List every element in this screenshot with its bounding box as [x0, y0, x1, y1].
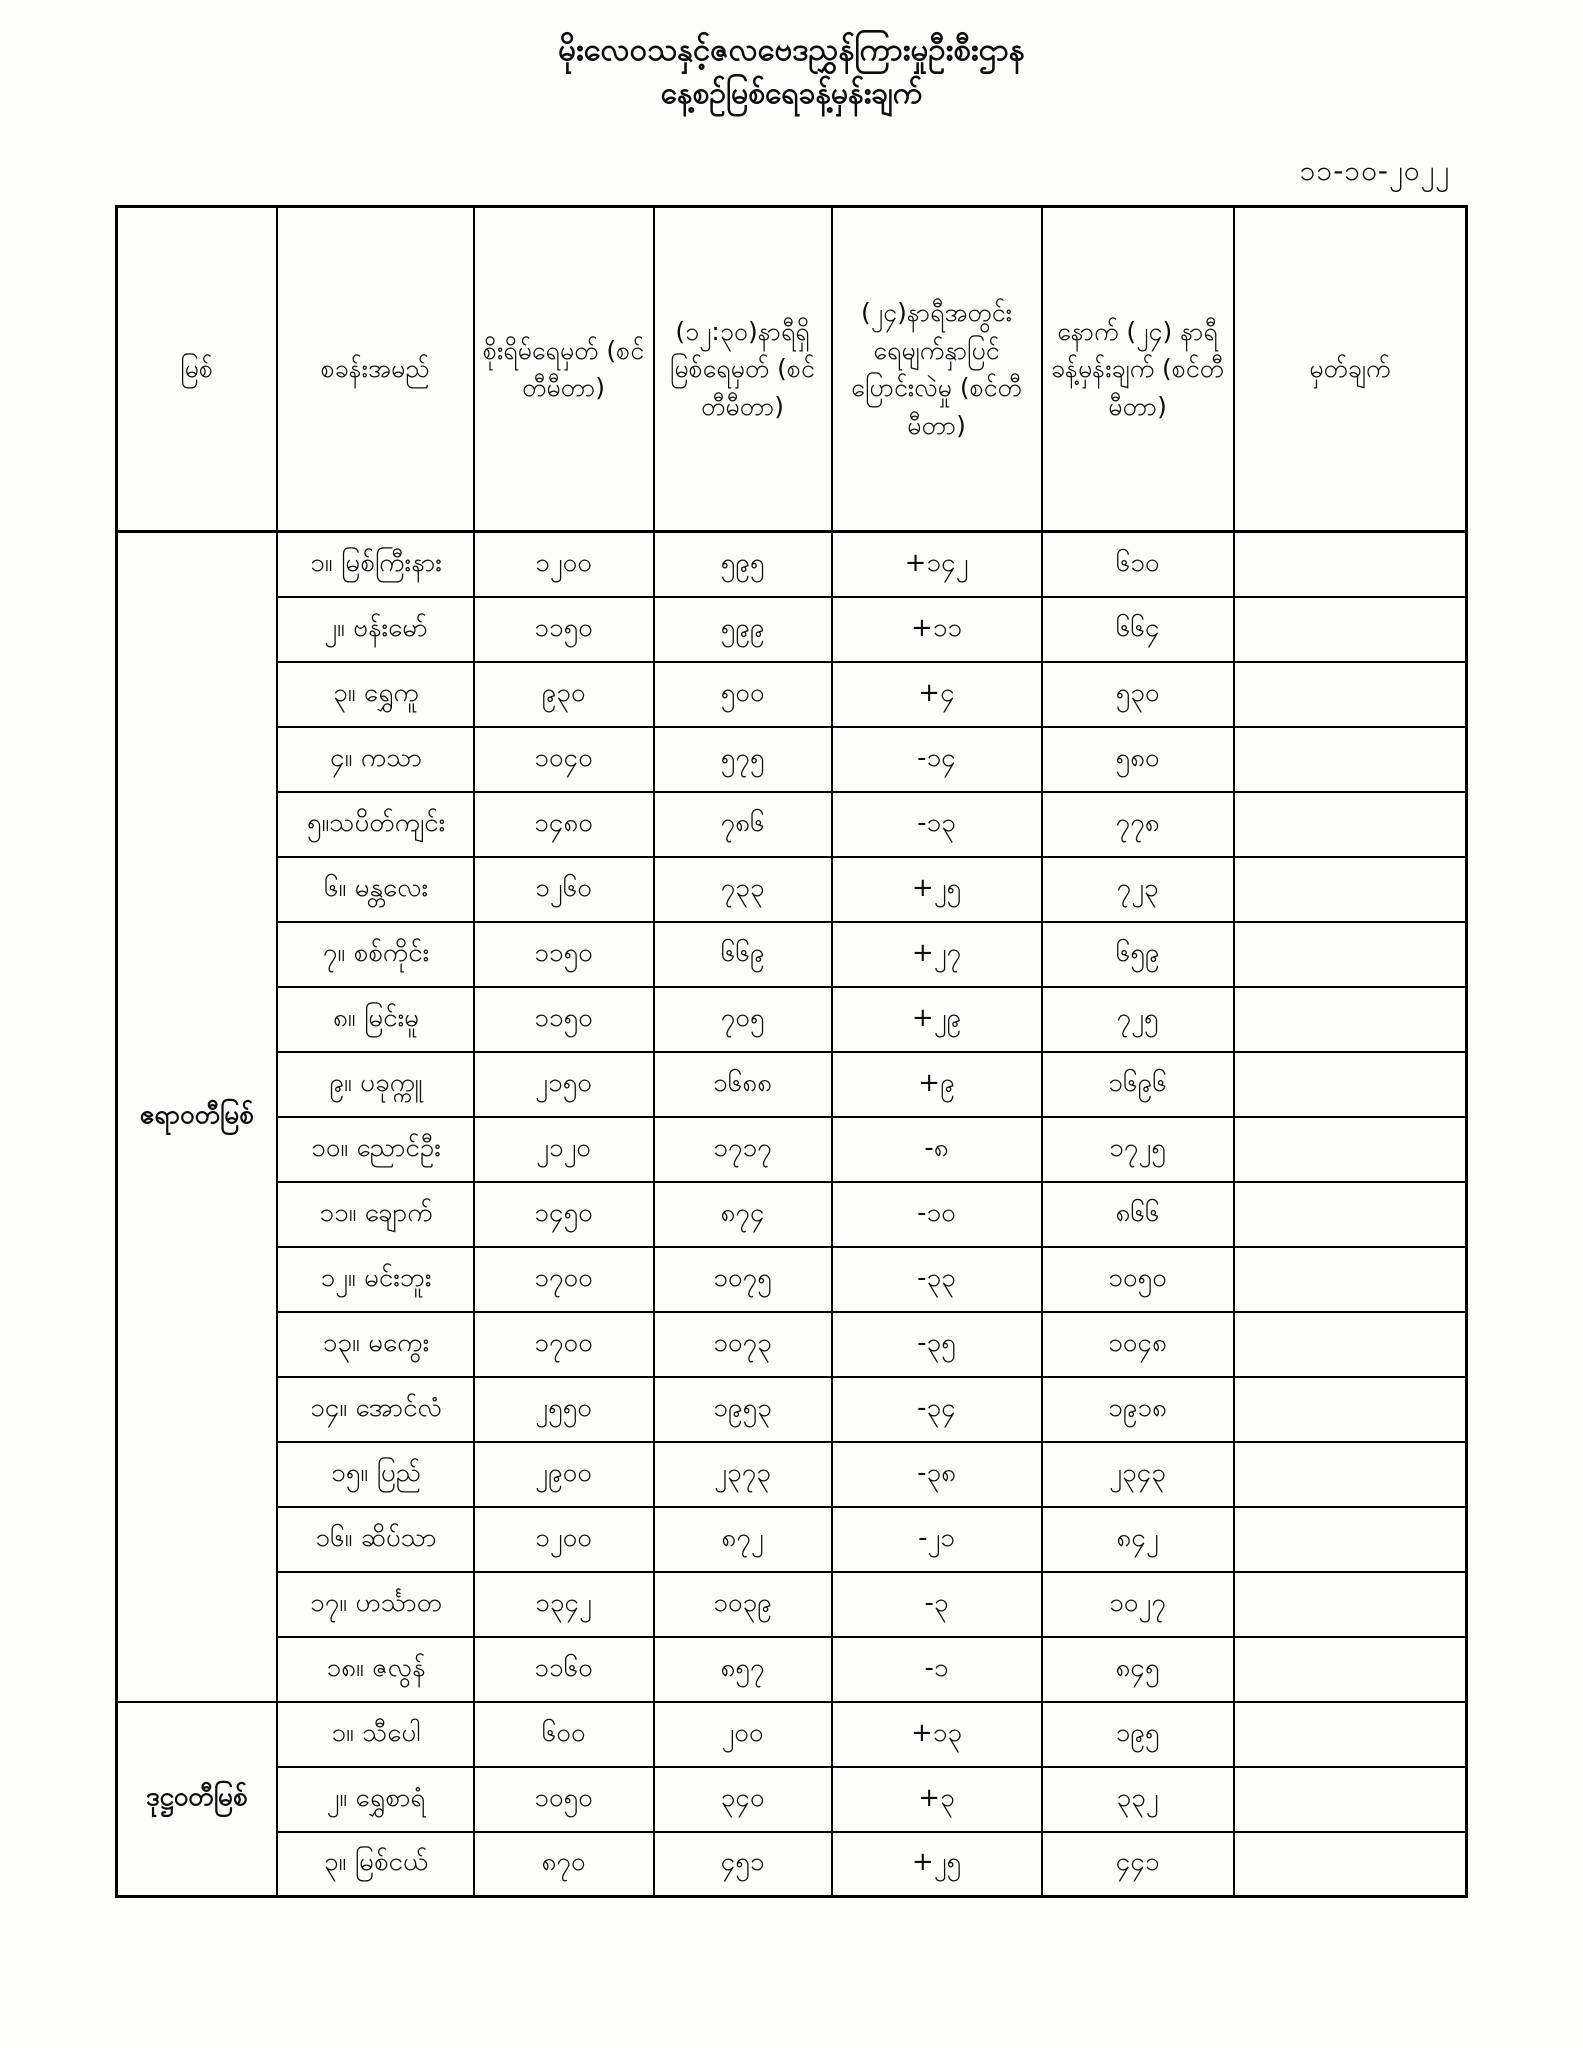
table-header-row	[117, 207, 1467, 532]
table-row	[117, 1507, 1467, 1572]
forecast-cell: ၁၉၅	[1042, 1702, 1234, 1767]
forecast-cell: ၁၀၄၈	[1042, 1312, 1234, 1377]
table-row	[117, 1637, 1467, 1702]
table-row	[117, 1832, 1467, 1897]
table-row	[117, 1312, 1467, 1377]
change-24h-cell: -၂၁	[832, 1507, 1042, 1572]
change-24h-cell: -၃၈	[832, 1442, 1042, 1507]
level-1230-cell: ၈၇၄	[654, 1182, 832, 1247]
danger-level-cell: ၆၀၀	[474, 1702, 654, 1767]
river-group-label: ဧရာဝတီမြစ်	[117, 532, 277, 1702]
change-24h-cell: +၄	[832, 662, 1042, 727]
level-1230-cell: ၁၉၅၃	[654, 1377, 832, 1442]
change-24h-cell: -၃၃	[832, 1247, 1042, 1312]
level-1230-cell: ၂၀၀	[654, 1702, 832, 1767]
forecast-cell: ၈၄၂	[1042, 1507, 1234, 1572]
station-cell: ၁၈။ ဇလွန်	[277, 1637, 474, 1702]
header-forecast-24h: နောက် (၂၄) နာရီ ခန့်မှန်းချက် (စင်တီမီတာ)	[1042, 207, 1234, 532]
forecast-cell: ၃၃၂	[1042, 1767, 1234, 1832]
change-24h-cell: -၁	[832, 1637, 1042, 1702]
header-station-name: စခန်းအမည်	[277, 207, 474, 532]
remark-cell	[1234, 857, 1467, 922]
table-row	[117, 857, 1467, 922]
level-1230-cell: ၇၀၅	[654, 987, 832, 1052]
remark-cell	[1234, 1832, 1467, 1897]
table-row	[117, 922, 1467, 987]
forecast-cell: ၂၃၄၃	[1042, 1442, 1234, 1507]
forecast-cell: ၇၇၈	[1042, 792, 1234, 857]
table-row	[117, 532, 1467, 597]
station-cell: ၁၃။ မကွေး	[277, 1312, 474, 1377]
header-change-24h: (၂၄)နာရီအတွင်း ရေမျက်နှာပြင် ပြောင်းလဲမှု (စင်တီမီတာ)	[832, 207, 1042, 532]
remark-cell	[1234, 1312, 1467, 1377]
remark-cell	[1234, 662, 1467, 727]
station-cell: ၁။ မြစ်ကြီးနား	[277, 532, 474, 597]
level-1230-cell: ၅၇၅	[654, 727, 832, 792]
forecast-cell: ၇၂၅	[1042, 987, 1234, 1052]
level-1230-cell: ၄၅၁	[654, 1832, 832, 1897]
station-cell: ၇။ စစ်ကိုင်း	[277, 922, 474, 987]
change-24h-cell: -၃၅	[832, 1312, 1042, 1377]
level-1230-cell: ၈၇၂	[654, 1507, 832, 1572]
remark-cell	[1234, 1442, 1467, 1507]
table-row	[117, 1117, 1467, 1182]
forecast-cell: ၁၉၁၈	[1042, 1377, 1234, 1442]
remark-cell	[1234, 532, 1467, 597]
table-row	[117, 597, 1467, 662]
table-row	[117, 1247, 1467, 1312]
level-1230-cell: ၅၉၅	[654, 532, 832, 597]
remark-cell	[1234, 1052, 1467, 1117]
forecast-cell: ၅၃၀	[1042, 662, 1234, 727]
remark-cell	[1234, 1702, 1467, 1767]
table-row	[117, 1182, 1467, 1247]
remark-cell	[1234, 597, 1467, 662]
forecast-cell: ၆၆၄	[1042, 597, 1234, 662]
remark-cell	[1234, 727, 1467, 792]
danger-level-cell: ၈၇၀	[474, 1832, 654, 1897]
change-24h-cell: -၁၃	[832, 792, 1042, 857]
level-1230-cell: ၁၀၃၉	[654, 1572, 832, 1637]
danger-level-cell: ၁၁၅၀	[474, 987, 654, 1052]
forecast-cell: ၁၀၅၀	[1042, 1247, 1234, 1312]
table-row	[117, 727, 1467, 792]
change-24h-cell: -၃	[832, 1572, 1042, 1637]
remark-cell	[1234, 1637, 1467, 1702]
station-cell: ၁၇။ ဟင်္သာတ	[277, 1572, 474, 1637]
danger-level-cell: ၉၃၀	[474, 662, 654, 727]
station-cell: ၁၄။ အောင်လံ	[277, 1377, 474, 1442]
remark-cell	[1234, 1182, 1467, 1247]
river-group-label: ဒုဋ္ဌဝတီမြစ်	[117, 1702, 277, 1897]
change-24h-cell: -၁၄	[832, 727, 1042, 792]
danger-level-cell: ၁၄၈၀	[474, 792, 654, 857]
change-24h-cell: +၁၄၂	[832, 532, 1042, 597]
forecast-cell: ၁၀၂၇	[1042, 1572, 1234, 1637]
level-1230-cell: ၅၀၀	[654, 662, 832, 727]
level-1230-cell: ၈၅၇	[654, 1637, 832, 1702]
remark-cell	[1234, 1247, 1467, 1312]
forecast-cell: ၄၄၁	[1042, 1832, 1234, 1897]
change-24h-cell: +၁၁	[832, 597, 1042, 662]
table-row	[117, 662, 1467, 727]
river-level-table	[115, 205, 1468, 1898]
danger-level-cell: ၂၁၅၀	[474, 1052, 654, 1117]
remark-cell	[1234, 1377, 1467, 1442]
level-1230-cell: ၃၄၀	[654, 1767, 832, 1832]
forecast-cell: ၈၄၅	[1042, 1637, 1234, 1702]
change-24h-cell: +၂၇	[832, 922, 1042, 987]
change-24h-cell: -၃၄	[832, 1377, 1042, 1442]
station-cell: ၂။ ရွှေစာရံ	[277, 1767, 474, 1832]
danger-level-cell: ၁၂၀၀	[474, 532, 654, 597]
report-date: ၁၁-၁၀-၂၀၂၂	[1299, 154, 1450, 187]
station-cell: ၂။ ဗန်းမော်	[277, 597, 474, 662]
level-1230-cell: ၇၈၆	[654, 792, 832, 857]
danger-level-cell: ၁၀၄၀	[474, 727, 654, 792]
danger-level-cell: ၂၁၂၀	[474, 1117, 654, 1182]
header-river: မြစ်	[117, 207, 277, 532]
table-row	[117, 1442, 1467, 1507]
station-cell: ၃။ ရွှေကူ	[277, 662, 474, 727]
danger-level-cell: ၂၉၀၀	[474, 1442, 654, 1507]
danger-level-cell: ၁၇၀၀	[474, 1312, 654, 1377]
table-row	[117, 1572, 1467, 1637]
department-title: မိုးလေဝသနှင့်ဇလဗေဒညွှန်ကြားမှုဦးစီးဌာန	[558, 32, 1025, 68]
level-1230-cell: ၁၆၈၈	[654, 1052, 832, 1117]
change-24h-cell: +၃	[832, 1767, 1042, 1832]
header-remark: မှတ်ချက်	[1234, 207, 1467, 532]
forecast-cell: ၆၁၀	[1042, 532, 1234, 597]
danger-level-cell: ၁၇၀၀	[474, 1247, 654, 1312]
forecast-cell: ၆၅၉	[1042, 922, 1234, 987]
station-cell: ၅။သပိတ်ကျင်း	[277, 792, 474, 857]
station-cell: ၁၀။ ညောင်ဦး	[277, 1117, 474, 1182]
station-cell: ၁၁။ ချောက်	[277, 1182, 474, 1247]
station-cell: ၉။ ပခုက္ကူ	[277, 1052, 474, 1117]
forecast-cell: ၈၆၆	[1042, 1182, 1234, 1247]
table-row	[117, 1052, 1467, 1117]
change-24h-cell: +၂၉	[832, 987, 1042, 1052]
remark-cell	[1234, 1507, 1467, 1572]
danger-level-cell: ၁၀၅၀	[474, 1767, 654, 1832]
table-row	[117, 1702, 1467, 1767]
level-1230-cell: ၁၀၇၅	[654, 1247, 832, 1312]
level-1230-cell: ၆၆၉	[654, 922, 832, 987]
station-cell: ၁၅။ ပြည်	[277, 1442, 474, 1507]
report-subtitle: နေ့စဉ်မြစ်ရေခန့်မှန်းချက်	[660, 75, 923, 111]
station-cell: ၈။ မြင်းမူ	[277, 987, 474, 1052]
level-1230-cell: ၂၃၇၃	[654, 1442, 832, 1507]
forecast-cell: ၇၂၃	[1042, 857, 1234, 922]
remark-cell	[1234, 1767, 1467, 1832]
forecast-cell: ၅၈၀	[1042, 727, 1234, 792]
danger-level-cell: ၁၃၄၂	[474, 1572, 654, 1637]
level-1230-cell: ၁၇၁၇	[654, 1117, 832, 1182]
change-24h-cell: +၁၃	[832, 1702, 1042, 1767]
remark-cell	[1234, 1572, 1467, 1637]
change-24h-cell: -၁၀	[832, 1182, 1042, 1247]
danger-level-cell: ၁၂၀၀	[474, 1507, 654, 1572]
station-cell: ၄။ ကသာ	[277, 727, 474, 792]
danger-level-cell: ၂၅၅၀	[474, 1377, 654, 1442]
header-danger-level: စိုးရိမ်ရေမှတ် (စင်တီမီတာ)	[474, 207, 654, 532]
station-cell: ၆။ မန္တလေး	[277, 857, 474, 922]
change-24h-cell: +၉	[832, 1052, 1042, 1117]
header-level-1230: (၁၂:၃၀)နာရီရှိ မြစ်ရေမှတ် (စင်တီမီတာ)	[654, 207, 832, 532]
change-24h-cell: +၂၅	[832, 1832, 1042, 1897]
table-row	[117, 987, 1467, 1052]
remark-cell	[1234, 792, 1467, 857]
table-row	[117, 1377, 1467, 1442]
remark-cell	[1234, 987, 1467, 1052]
danger-level-cell: ၁၁၅၀	[474, 922, 654, 987]
danger-level-cell: ၁၂၆၀	[474, 857, 654, 922]
station-cell: ၁။ သီပေါ	[277, 1702, 474, 1767]
change-24h-cell: +၂၅	[832, 857, 1042, 922]
change-24h-cell: -၈	[832, 1117, 1042, 1182]
level-1230-cell: ၁၀၇၃	[654, 1312, 832, 1377]
table-row	[117, 792, 1467, 857]
document-title	[0, 28, 1583, 115]
remark-cell	[1234, 1117, 1467, 1182]
danger-level-cell: ၁၄၅၀	[474, 1182, 654, 1247]
level-1230-cell: ၅၉၉	[654, 597, 832, 662]
forecast-cell: ၁၇၂၅	[1042, 1117, 1234, 1182]
table-row	[117, 1767, 1467, 1832]
danger-level-cell: ၁၁၅၀	[474, 597, 654, 662]
level-1230-cell: ၇၃၃	[654, 857, 832, 922]
danger-level-cell: ၁၁၆၀	[474, 1637, 654, 1702]
station-cell: ၁၂။ မင်းဘူး	[277, 1247, 474, 1312]
station-cell: ၁၆။ ဆိပ်သာ	[277, 1507, 474, 1572]
forecast-cell: ၁၆၉၆	[1042, 1052, 1234, 1117]
station-cell: ၃။ မြစ်ငယ်	[277, 1832, 474, 1897]
remark-cell	[1234, 922, 1467, 987]
